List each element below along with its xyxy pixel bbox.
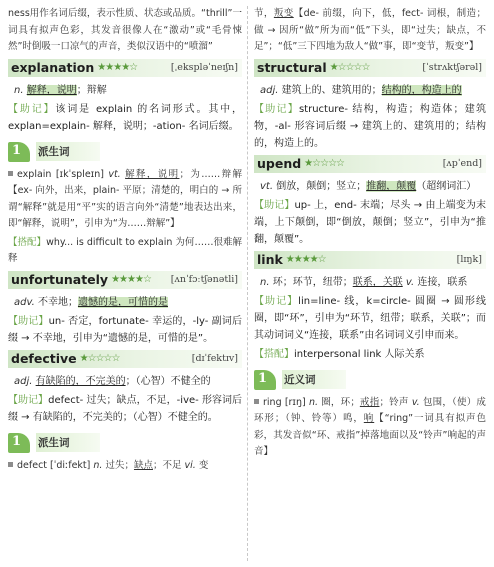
thrill-etymology-text: ness用作名词后缀，表示性质、状态或品质。“thrill”一词具有拟声色彩，其发音很像人在“激动”或“毛骨悚然”时倒吸一口凉气的声音，类似汉语中的“喷溜” (8, 8, 242, 52)
subsection-derivatives (8, 141, 242, 163)
subsection-label: 派生词 (36, 142, 100, 161)
definition-unfortunately: adv. 不幸地；遗憾的是，可惜的是 (14, 296, 168, 308)
phonetic: [dɪˈfektɪv] (191, 353, 238, 364)
definition-structural: adj. 建筑上的、建筑用的；结构的，构造上的 (260, 84, 462, 96)
headword-structural: structural (257, 60, 327, 75)
entry-header-explanation (8, 59, 242, 77)
headword-link: link (257, 252, 283, 267)
column-divider (247, 6, 248, 561)
headword-explanation: explanation (11, 60, 95, 75)
rating-stars: ★☆☆☆☆ (329, 62, 370, 73)
rating-stars: ★★★★☆ (285, 254, 326, 265)
rating-stars: ★★★★☆ (111, 274, 151, 285)
entry-header-unfortunately (8, 271, 242, 289)
right-column (254, 6, 486, 463)
defect-continuation-text: 节，叛变【de- 前缀，向下，低，fect- 词根，制造；做 → 因所“做”所为而“低”下头，即“过失；缺点，不足”；“低”三下四地为敌人“做”事，即“变节，叛变”】 (254, 8, 486, 52)
section-number-badge: 1 (8, 142, 32, 162)
derivative-explain: explain [ɪkˈspleɪn] vt. 解释，说明；为……辩解【ex- 向外，出来，plain- 平原；清楚的，明白的 → 所谓“解释”就是用“平”实的语言向外“清楚”地表达出来，即“解释，说明”，引申为“为……辩解”】 (8, 168, 242, 229)
derivative-defect: defect [ˈdiːfekt] n. 过失；缺点；不足 vi. 变 (8, 458, 242, 475)
phonetic: [ʌnˈfɔːtʃənətli] (170, 274, 238, 285)
headword-defective: defective (11, 351, 77, 366)
memo-defective: 【助记】defect- 过失；缺点，不足，-ive- 形容词后缀 → 有缺陷的，不完美的；（心智）不健全的。 (8, 394, 243, 423)
subsection-label: 派生词 (36, 433, 100, 452)
synonym-ring: ring [rɪŋ] n. 圈，环；戒指；铃声 v. 包围，（使）成环形；（钟、铃等）鸣，响【“ring”一词具有拟声色彩，其发音似“环、戒指”掉落地面以及“铃声”响起的声音】 (254, 396, 486, 457)
definition-explanation: n. 解释，说明；辩解 (14, 84, 107, 96)
entry-header-structural (254, 59, 486, 77)
collocation-link: 【搭配】interpersonal link 人际关系 (254, 348, 425, 360)
collocation-explain: 【搭配】why... is difficult to explain 为何……很难解释 (8, 236, 242, 264)
phonetic: [ʌpˈend] (442, 158, 482, 169)
bullet-icon (8, 171, 13, 176)
entry-header-link (254, 251, 486, 269)
headword-unfortunately: unfortunately (11, 272, 109, 287)
definition-upend: vt. 倒放，颠倒；竖立；推翻，颠覆（超纲词汇） (260, 180, 477, 192)
memo-link: 【助记】lin=line- 线，k=circle- 圆圈 → 圆形线圈，即“环”，引申为“环节，纽带；联系，关联”；而其动词词义“连接，联系”由名词词义引申而来。 (254, 295, 486, 341)
entry-header-defective (8, 350, 242, 368)
section-number-badge: 1 (8, 433, 32, 453)
phonetic: [ˌekspləˈneɪʃn] (170, 62, 238, 73)
subsection-label: 近义词 (282, 370, 346, 389)
subsection-derivatives-2 (8, 432, 242, 454)
memo-upend: 【助记】up- 上，end- 末端；尽头 → 由上端变为末端，上下颠倒，即“倒放，颠倒；竖立”，引申为“推翻，颠覆”。 (254, 199, 486, 245)
definition-defective: adj. 有缺陷的，不完美的；（心智）不健全的 (14, 375, 211, 387)
bullet-icon (254, 399, 259, 404)
headword-upend: upend (257, 156, 302, 171)
bullet-icon (8, 462, 13, 467)
memo-explanation: 【助记】该词是 explain 的名词形式。其中，explan=explain- 解释，说明；-ation- 名词后缀。 (8, 103, 243, 132)
phonetic: [lɪŋk] (456, 254, 482, 265)
entry-header-upend (254, 155, 486, 173)
memo-structural: 【助记】structure- 结构，构造；构造体；建筑物，-al- 形容词后缀 → 建筑上的、建筑用的；结构的，构造上的。 (254, 103, 487, 149)
phonetic: [ˈstrʌktʃərəl] (422, 62, 482, 73)
rating-stars: ★☆☆☆☆ (79, 353, 120, 364)
rating-stars: ★☆☆☆☆ (304, 158, 344, 169)
subsection-synonyms (254, 369, 486, 391)
left-column (8, 6, 242, 476)
definition-link: n. 环；环节，纽带；联系，关联 v. 连接，联系 (260, 276, 468, 288)
memo-unfortunately: 【助记】un- 否定，fortunate- 幸运的，-ly- 副词后缀 → 不幸地，引申为“遗憾的是，可惜的是”。 (8, 315, 243, 344)
rating-stars: ★★★★☆ (97, 62, 138, 73)
section-number-badge: 1 (254, 370, 278, 390)
